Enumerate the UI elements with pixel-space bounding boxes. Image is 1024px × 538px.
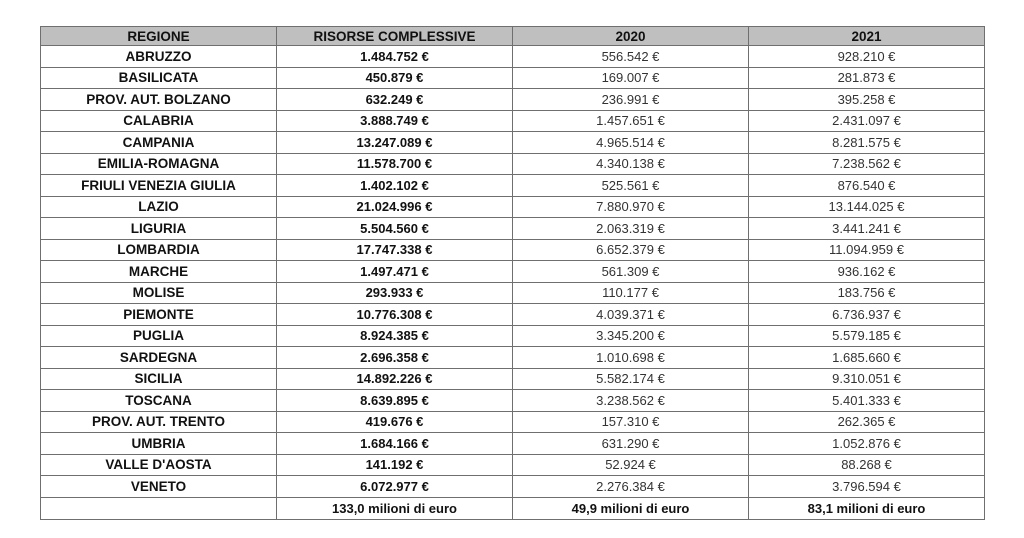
total-resources-cell: 3.888.749 € bbox=[277, 110, 513, 132]
region-cell: FRIULI VENEZIA GIULIA bbox=[41, 175, 277, 197]
region-cell: VALLE D'AOSTA bbox=[41, 454, 277, 476]
region-cell: MARCHE bbox=[41, 261, 277, 283]
region-cell: ABRUZZO bbox=[41, 46, 277, 68]
region-cell: PROV. AUT. BOLZANO bbox=[41, 89, 277, 111]
table-row bbox=[41, 347, 985, 369]
totals-row bbox=[41, 497, 985, 519]
table-row bbox=[41, 433, 985, 455]
total-resources-cell: 10.776.308 € bbox=[277, 304, 513, 326]
region-cell: VENETO bbox=[41, 476, 277, 498]
region-cell: PUGLIA bbox=[41, 325, 277, 347]
total-resources-cell: 11.578.700 € bbox=[277, 153, 513, 175]
amount-2020-cell: 169.007 € bbox=[513, 67, 749, 89]
table-header bbox=[41, 27, 985, 46]
table-row bbox=[41, 282, 985, 304]
amount-2020-cell: 52.924 € bbox=[513, 454, 749, 476]
amount-2021-cell: 281.873 € bbox=[749, 67, 985, 89]
amount-2020-cell: 2.063.319 € bbox=[513, 218, 749, 240]
table-row bbox=[41, 110, 985, 132]
region-cell: LAZIO bbox=[41, 196, 277, 218]
region-cell: PROV. AUT. TRENTO bbox=[41, 411, 277, 433]
table-row bbox=[41, 304, 985, 326]
table-row bbox=[41, 196, 985, 218]
totals-region-cell bbox=[41, 497, 277, 519]
amount-2021-cell: 6.736.937 € bbox=[749, 304, 985, 326]
header-2021: 2021 bbox=[749, 27, 985, 46]
amount-2020-cell: 4.340.138 € bbox=[513, 153, 749, 175]
header-2020: 2020 bbox=[513, 27, 749, 46]
table-row bbox=[41, 325, 985, 347]
total-resources-cell: 1.402.102 € bbox=[277, 175, 513, 197]
total-resources-cell: 1.497.471 € bbox=[277, 261, 513, 283]
total-resources-cell: 17.747.338 € bbox=[277, 239, 513, 261]
amount-2020-cell: 7.880.970 € bbox=[513, 196, 749, 218]
amount-2021-cell: 2.431.097 € bbox=[749, 110, 985, 132]
table-row bbox=[41, 153, 985, 175]
total-resources-cell: 13.247.089 € bbox=[277, 132, 513, 154]
amount-2020-cell: 5.582.174 € bbox=[513, 368, 749, 390]
amount-2021-cell: 9.310.051 € bbox=[749, 368, 985, 390]
total-resources-cell: 8.924.385 € bbox=[277, 325, 513, 347]
total-resources-cell: 8.639.895 € bbox=[277, 390, 513, 412]
amount-2021-cell: 7.238.562 € bbox=[749, 153, 985, 175]
table-row bbox=[41, 46, 985, 68]
amount-2021-cell: 876.540 € bbox=[749, 175, 985, 197]
total-resources-cell: 632.249 € bbox=[277, 89, 513, 111]
table-row bbox=[41, 175, 985, 197]
header-region: REGIONE bbox=[41, 27, 277, 46]
table-row bbox=[41, 132, 985, 154]
table-row bbox=[41, 368, 985, 390]
table-row bbox=[41, 261, 985, 283]
amount-2021-cell: 262.365 € bbox=[749, 411, 985, 433]
region-cell: MOLISE bbox=[41, 282, 277, 304]
amount-2020-cell: 556.542 € bbox=[513, 46, 749, 68]
amount-2021-cell: 395.258 € bbox=[749, 89, 985, 111]
amount-2021-cell: 936.162 € bbox=[749, 261, 985, 283]
amount-2020-cell: 1.010.698 € bbox=[513, 347, 749, 369]
region-cell: UMBRIA bbox=[41, 433, 277, 455]
total-resources-cell: 293.933 € bbox=[277, 282, 513, 304]
amount-2020-cell: 6.652.379 € bbox=[513, 239, 749, 261]
resources-table bbox=[40, 26, 985, 520]
amount-2021-cell: 3.796.594 € bbox=[749, 476, 985, 498]
total-resources-cell: 6.072.977 € bbox=[277, 476, 513, 498]
region-cell: TOSCANA bbox=[41, 390, 277, 412]
table-row bbox=[41, 67, 985, 89]
amount-2021-cell: 13.144.025 € bbox=[749, 196, 985, 218]
table-row bbox=[41, 218, 985, 240]
region-cell: BASILICATA bbox=[41, 67, 277, 89]
table-row bbox=[41, 411, 985, 433]
region-cell: CAMPANIA bbox=[41, 132, 277, 154]
region-cell: CALABRIA bbox=[41, 110, 277, 132]
total-resources-cell: 1.684.166 € bbox=[277, 433, 513, 455]
region-cell: EMILIA-ROMAGNA bbox=[41, 153, 277, 175]
header-total-resources: RISORSE COMPLESSIVE bbox=[277, 27, 513, 46]
amount-2021-cell: 8.281.575 € bbox=[749, 132, 985, 154]
table-row bbox=[41, 89, 985, 111]
region-cell: PIEMONTE bbox=[41, 304, 277, 326]
header-row bbox=[41, 27, 985, 46]
region-cell: SICILIA bbox=[41, 368, 277, 390]
amount-2021-cell: 88.268 € bbox=[749, 454, 985, 476]
total-resources-cell: 21.024.996 € bbox=[277, 196, 513, 218]
amount-2021-cell: 183.756 € bbox=[749, 282, 985, 304]
amount-2020-cell: 631.290 € bbox=[513, 433, 749, 455]
amount-2020-cell: 236.991 € bbox=[513, 89, 749, 111]
total-resources-cell: 141.192 € bbox=[277, 454, 513, 476]
amount-2021-cell: 928.210 € bbox=[749, 46, 985, 68]
table-row bbox=[41, 390, 985, 412]
amount-2020-cell: 1.457.651 € bbox=[513, 110, 749, 132]
amount-2020-cell: 3.238.562 € bbox=[513, 390, 749, 412]
table-row bbox=[41, 239, 985, 261]
totals-total-cell: 133,0 milioni di euro bbox=[277, 497, 513, 519]
amount-2020-cell: 3.345.200 € bbox=[513, 325, 749, 347]
total-resources-cell: 1.484.752 € bbox=[277, 46, 513, 68]
table-body bbox=[41, 46, 985, 498]
totals-2021-cell: 83,1 milioni di euro bbox=[749, 497, 985, 519]
region-cell: LIGURIA bbox=[41, 218, 277, 240]
total-resources-cell: 5.504.560 € bbox=[277, 218, 513, 240]
amount-2021-cell: 1.685.660 € bbox=[749, 347, 985, 369]
table-row bbox=[41, 454, 985, 476]
amount-2021-cell: 5.401.333 € bbox=[749, 390, 985, 412]
amount-2020-cell: 525.561 € bbox=[513, 175, 749, 197]
amount-2021-cell: 1.052.876 € bbox=[749, 433, 985, 455]
totals-2020-cell: 49,9 milioni di euro bbox=[513, 497, 749, 519]
region-cell: SARDEGNA bbox=[41, 347, 277, 369]
amount-2021-cell: 11.094.959 € bbox=[749, 239, 985, 261]
amount-2021-cell: 3.441.241 € bbox=[749, 218, 985, 240]
region-cell: LOMBARDIA bbox=[41, 239, 277, 261]
total-resources-cell: 14.892.226 € bbox=[277, 368, 513, 390]
amount-2020-cell: 110.177 € bbox=[513, 282, 749, 304]
amount-2020-cell: 4.039.371 € bbox=[513, 304, 749, 326]
table-row bbox=[41, 476, 985, 498]
amount-2020-cell: 4.965.514 € bbox=[513, 132, 749, 154]
amount-2020-cell: 157.310 € bbox=[513, 411, 749, 433]
total-resources-cell: 2.696.358 € bbox=[277, 347, 513, 369]
total-resources-cell: 419.676 € bbox=[277, 411, 513, 433]
amount-2020-cell: 561.309 € bbox=[513, 261, 749, 283]
resources-table-container bbox=[40, 26, 984, 520]
amount-2020-cell: 2.276.384 € bbox=[513, 476, 749, 498]
total-resources-cell: 450.879 € bbox=[277, 67, 513, 89]
table-footer bbox=[41, 497, 985, 519]
amount-2021-cell: 5.579.185 € bbox=[749, 325, 985, 347]
